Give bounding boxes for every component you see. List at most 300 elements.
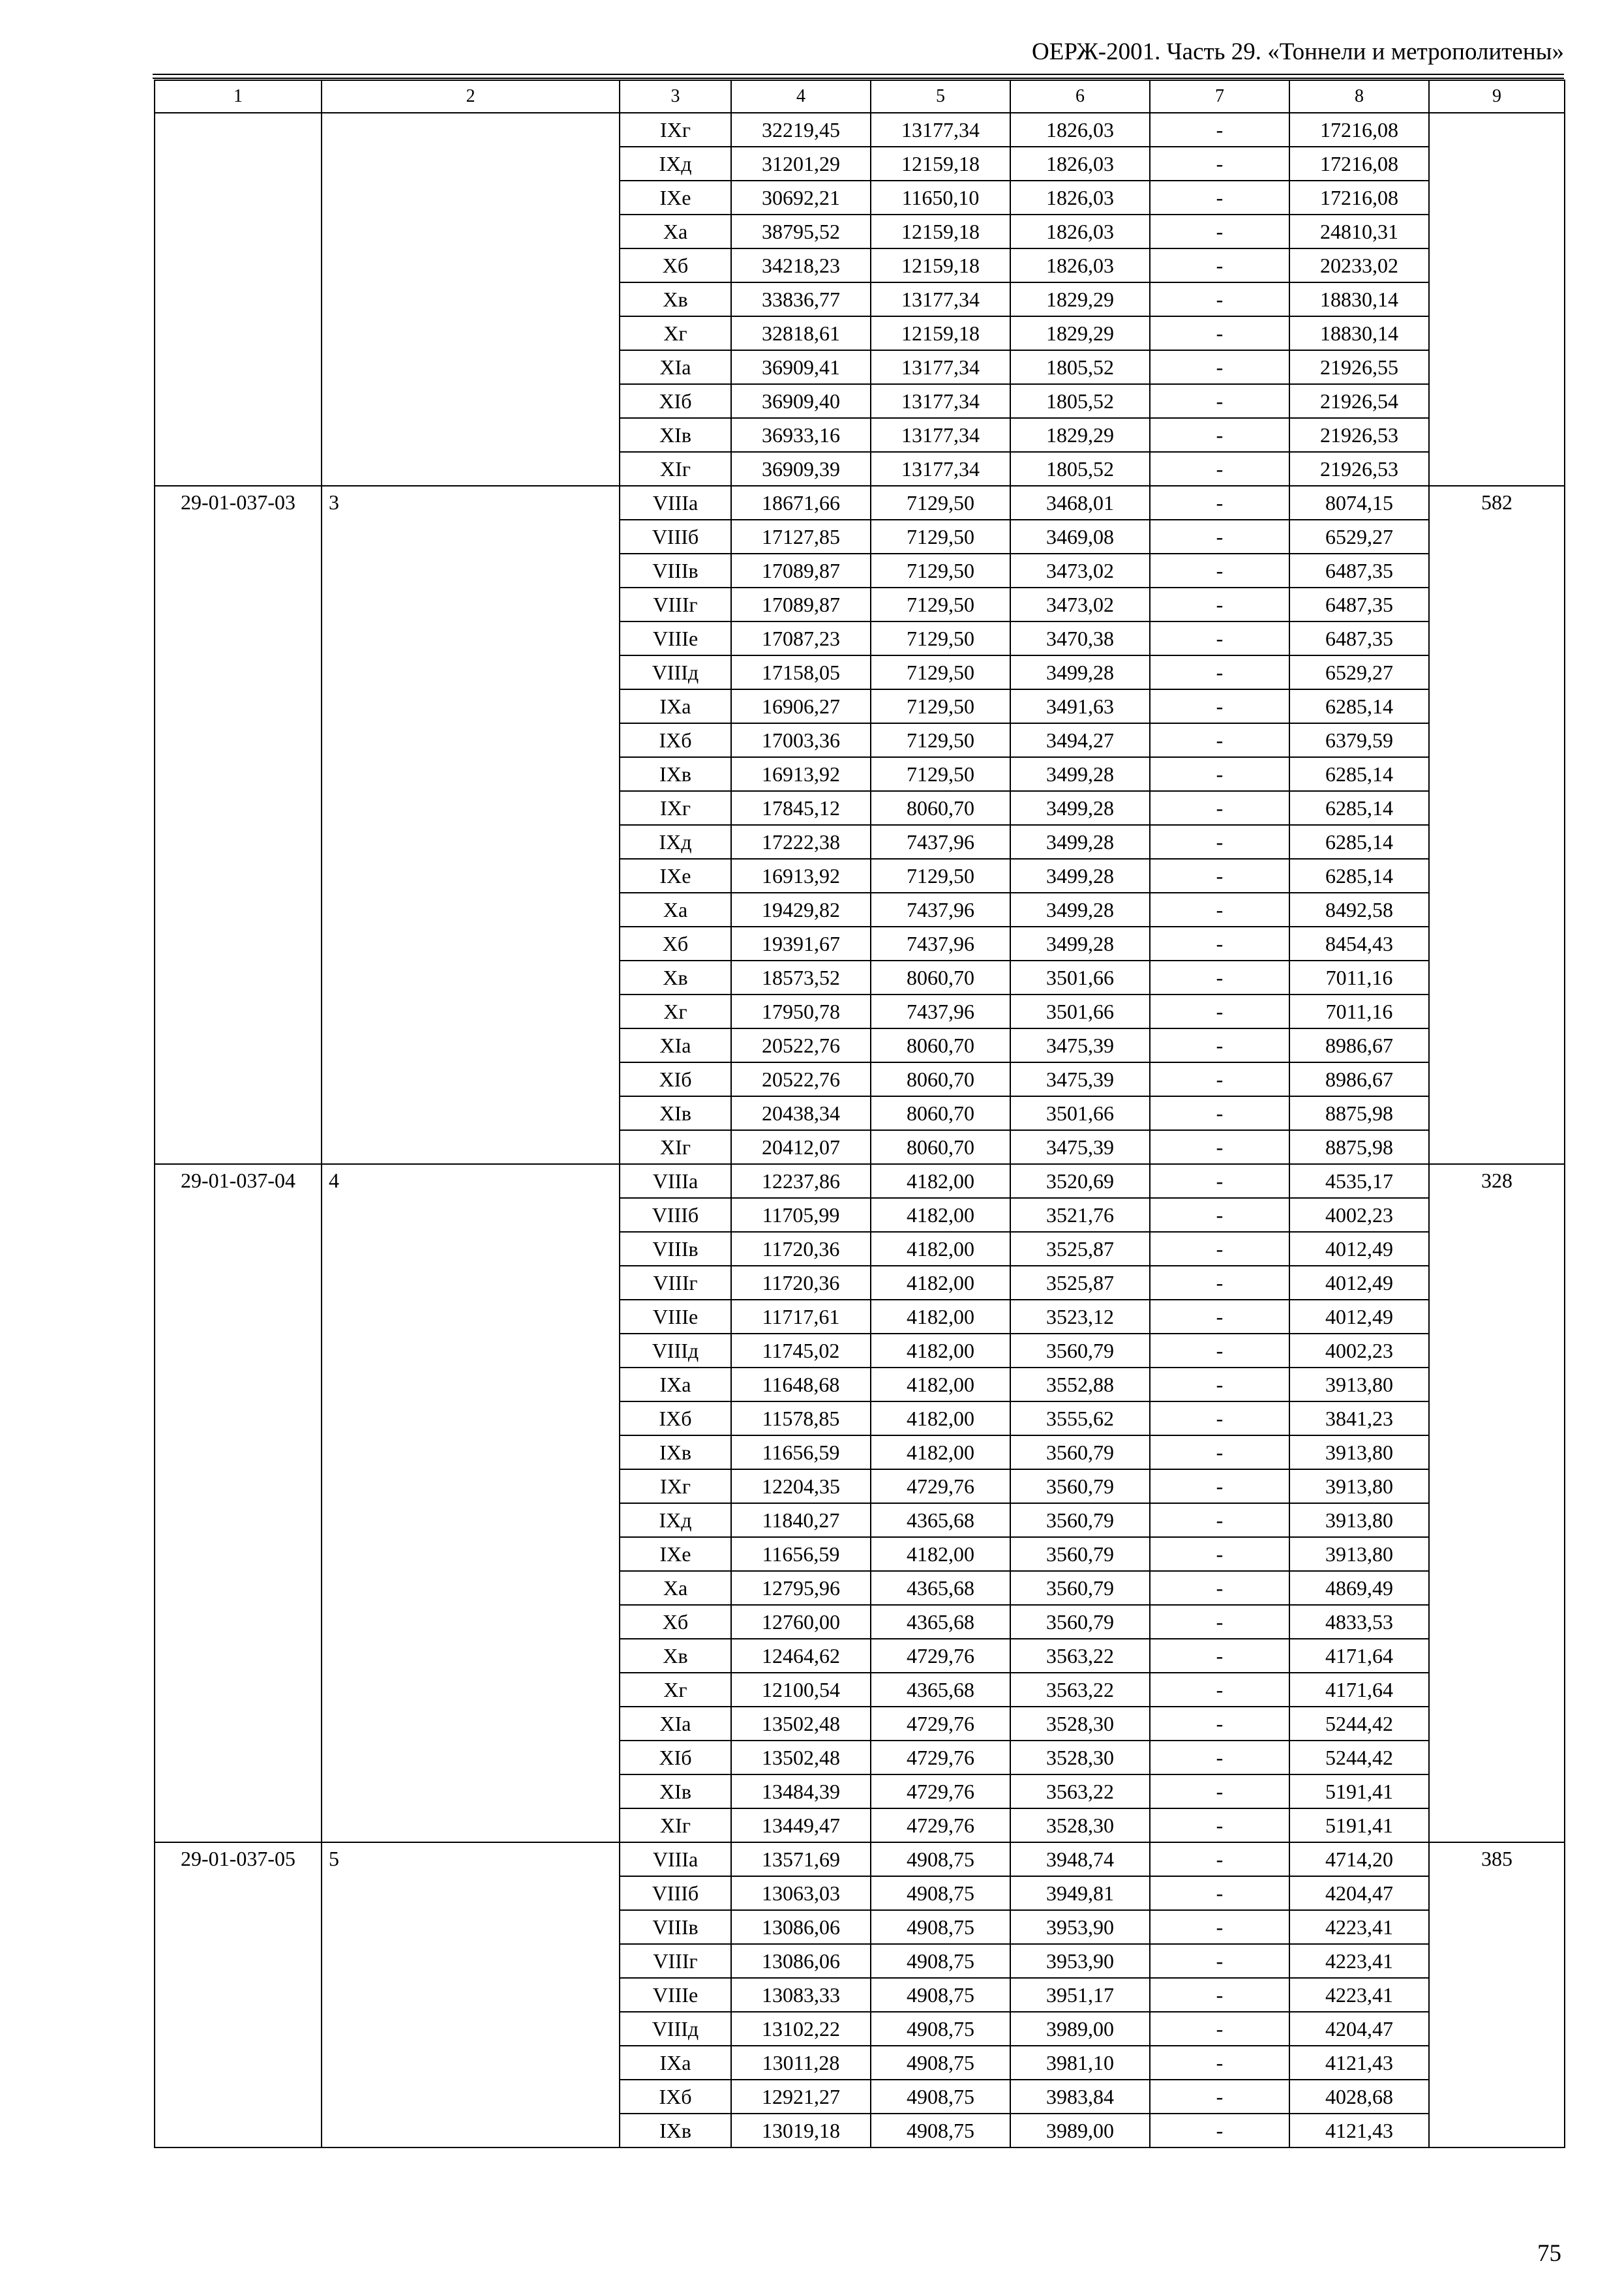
value-cell: 19429,82: [731, 893, 871, 927]
value-cell: -: [1150, 1334, 1289, 1368]
value-cell: 3528,30: [1010, 1707, 1150, 1741]
rate-code-cell: 29-01-037-05: [155, 1842, 322, 2147]
value-cell: 13063,03: [731, 1876, 871, 1910]
value-cell: 4365,68: [871, 1605, 1010, 1639]
value-cell: -: [1150, 486, 1289, 520]
value-cell: 4908,75: [871, 1876, 1010, 1910]
header-rule: [153, 74, 1564, 75]
category-cell: Xб: [620, 927, 731, 961]
category-cell: Xб: [620, 1605, 731, 1639]
value-cell: 6379,59: [1289, 723, 1429, 757]
value-cell: 17216,08: [1289, 181, 1429, 215]
value-cell: 3491,63: [1010, 689, 1150, 723]
value-cell: 21926,55: [1289, 350, 1429, 384]
table-row: [155, 1164, 1565, 1198]
value-cell: -: [1150, 825, 1289, 859]
value-cell: 4182,00: [871, 1300, 1010, 1334]
category-cell: VIIIe: [620, 1300, 731, 1334]
value-cell: 18573,52: [731, 961, 871, 995]
category-cell: XIa: [620, 1707, 731, 1741]
value-cell: 4729,76: [871, 1707, 1010, 1741]
value-cell: 3470,38: [1010, 621, 1150, 655]
value-cell: -: [1150, 1266, 1289, 1300]
value-cell: 1805,52: [1010, 350, 1150, 384]
value-cell: 1826,03: [1010, 215, 1150, 248]
value-cell: 13571,69: [731, 1842, 871, 1876]
value-cell: 4729,76: [871, 1774, 1010, 1808]
value-cell: 11648,68: [731, 1368, 871, 1401]
value-cell: 3499,28: [1010, 655, 1150, 689]
rate-name-cell: 4: [322, 1164, 620, 1842]
category-cell: IXв: [620, 1435, 731, 1469]
rates-table: [154, 80, 1565, 2148]
category-cell: Xв: [620, 961, 731, 995]
value-cell: 20438,34: [731, 1096, 871, 1130]
value-cell: 13086,06: [731, 1944, 871, 1978]
column-number: 7: [1150, 80, 1289, 113]
value-cell: -: [1150, 791, 1289, 825]
table-row: [155, 113, 1565, 147]
value-cell: 12159,18: [871, 215, 1010, 248]
value-cell: 4365,68: [871, 1571, 1010, 1605]
value-cell: 3949,81: [1010, 1876, 1150, 1910]
value-cell: 3475,39: [1010, 1062, 1150, 1096]
value-cell: -: [1150, 147, 1289, 181]
value-cell: 4729,76: [871, 1741, 1010, 1774]
value-cell: -: [1150, 1605, 1289, 1639]
category-cell: IXa: [620, 1368, 731, 1401]
value-cell: 4223,41: [1289, 1978, 1429, 2012]
value-cell: 3948,74: [1010, 1842, 1150, 1876]
value-cell: 13484,39: [731, 1774, 871, 1808]
value-cell: 3501,66: [1010, 961, 1150, 995]
category-cell: IXб: [620, 723, 731, 757]
value-cell: 4365,68: [871, 1673, 1010, 1707]
value-cell: 17950,78: [731, 995, 871, 1028]
category-cell: XIa: [620, 350, 731, 384]
value-cell: 8060,70: [871, 961, 1010, 995]
value-cell: 4204,47: [1289, 2012, 1429, 2046]
value-cell: 8875,98: [1289, 1096, 1429, 1130]
category-cell: VIIIa: [620, 1164, 731, 1198]
value-cell: 3473,02: [1010, 588, 1150, 621]
value-cell: 32818,61: [731, 316, 871, 350]
category-cell: Xг: [620, 1673, 731, 1707]
value-cell: 6285,14: [1289, 689, 1429, 723]
value-cell: 8074,15: [1289, 486, 1429, 520]
value-cell: 3468,01: [1010, 486, 1150, 520]
value-cell: 3989,00: [1010, 2114, 1150, 2147]
value-cell: 11717,61: [731, 1300, 871, 1334]
value-cell: -: [1150, 418, 1289, 452]
column-number: 9: [1429, 80, 1565, 113]
value-cell: 4182,00: [871, 1368, 1010, 1401]
value-cell: 4121,43: [1289, 2046, 1429, 2080]
value-cell: 13177,34: [871, 452, 1010, 486]
rate-code-cell: 29-01-037-03: [155, 486, 322, 1164]
value-cell: -: [1150, 1537, 1289, 1571]
category-cell: VIIIб: [620, 1198, 731, 1232]
value-cell: 4714,20: [1289, 1842, 1429, 1876]
value-cell: 20233,02: [1289, 248, 1429, 282]
value-cell: 7129,50: [871, 689, 1010, 723]
category-cell: VIIIд: [620, 2012, 731, 2046]
category-cell: XIб: [620, 384, 731, 418]
value-cell: -: [1150, 1842, 1289, 1876]
value-cell: 3499,28: [1010, 859, 1150, 893]
category-cell: IXб: [620, 1401, 731, 1435]
value-cell: -: [1150, 1808, 1289, 1842]
value-cell: 8875,98: [1289, 1130, 1429, 1164]
category-cell: XIг: [620, 1808, 731, 1842]
value-cell: 11656,59: [731, 1435, 871, 1469]
value-cell: 12760,00: [731, 1605, 871, 1639]
value-cell: 4182,00: [871, 1334, 1010, 1368]
value-cell: 3560,79: [1010, 1334, 1150, 1368]
value-cell: 1826,03: [1010, 248, 1150, 282]
value-cell: 36909,41: [731, 350, 871, 384]
value-cell: -: [1150, 588, 1289, 621]
value-cell: 3560,79: [1010, 1537, 1150, 1571]
value-cell: 3913,80: [1289, 1469, 1429, 1503]
value-cell: 3528,30: [1010, 1741, 1150, 1774]
value-cell: 13019,18: [731, 2114, 871, 2147]
category-cell: IXe: [620, 859, 731, 893]
value-cell: 30692,21: [731, 181, 871, 215]
value-cell: 3560,79: [1010, 1571, 1150, 1605]
category-cell: VIIIб: [620, 520, 731, 554]
value-cell: 12237,86: [731, 1164, 871, 1198]
value-cell: -: [1150, 1096, 1289, 1130]
value-cell: 3560,79: [1010, 1435, 1150, 1469]
value-cell: 11650,10: [871, 181, 1010, 215]
value-cell: -: [1150, 1469, 1289, 1503]
value-cell: -: [1150, 113, 1289, 147]
value-cell: 36933,16: [731, 418, 871, 452]
category-cell: IXг: [620, 791, 731, 825]
category-cell: Xa: [620, 215, 731, 248]
value-cell: 21926,53: [1289, 452, 1429, 486]
value-cell: 11705,99: [731, 1198, 871, 1232]
column-number: 8: [1289, 80, 1429, 113]
value-cell: 12159,18: [871, 316, 1010, 350]
value-cell: -: [1150, 384, 1289, 418]
value-cell: -: [1150, 350, 1289, 384]
category-cell: VIIIв: [620, 1910, 731, 1944]
value-cell: 3913,80: [1289, 1537, 1429, 1571]
value-cell: 21926,53: [1289, 418, 1429, 452]
category-cell: Xб: [620, 248, 731, 282]
value-cell: -: [1150, 1401, 1289, 1435]
value-cell: 12159,18: [871, 147, 1010, 181]
value-cell: 4223,41: [1289, 1944, 1429, 1978]
value-cell: 4182,00: [871, 1435, 1010, 1469]
value-cell: -: [1150, 1130, 1289, 1164]
rate-code-cell: [155, 113, 322, 486]
category-cell: Xг: [620, 316, 731, 350]
category-cell: IXe: [620, 1537, 731, 1571]
value-cell: 13502,48: [731, 1707, 871, 1741]
value-cell: -: [1150, 1910, 1289, 1944]
value-cell: 4223,41: [1289, 1910, 1429, 1944]
value-cell: 6285,14: [1289, 757, 1429, 791]
value-cell: 4182,00: [871, 1401, 1010, 1435]
value-cell: 5244,42: [1289, 1741, 1429, 1774]
category-cell: VIIIв: [620, 1232, 731, 1266]
value-cell: -: [1150, 2012, 1289, 2046]
category-cell: VIIIe: [620, 1978, 731, 2012]
value-cell: 4182,00: [871, 1198, 1010, 1232]
value-cell: 13502,48: [731, 1741, 871, 1774]
value-cell: 3913,80: [1289, 1368, 1429, 1401]
value-cell: 3525,87: [1010, 1266, 1150, 1300]
column-number: 6: [1010, 80, 1150, 113]
value-cell: 21926,54: [1289, 384, 1429, 418]
value-cell: -: [1150, 1503, 1289, 1537]
value-cell: -: [1150, 1368, 1289, 1401]
value-cell: -: [1150, 995, 1289, 1028]
value-cell: -: [1150, 1639, 1289, 1673]
column-number: 1: [155, 80, 322, 113]
category-cell: VIIIa: [620, 486, 731, 520]
value-cell: 3560,79: [1010, 1469, 1150, 1503]
column-9-cell: [1429, 113, 1565, 486]
value-cell: 7129,50: [871, 723, 1010, 757]
value-cell: 12100,54: [731, 1673, 871, 1707]
value-cell: 12464,62: [731, 1639, 871, 1673]
value-cell: 6285,14: [1289, 859, 1429, 893]
value-cell: -: [1150, 723, 1289, 757]
value-cell: -: [1150, 1062, 1289, 1096]
category-cell: IXб: [620, 2080, 731, 2114]
value-cell: 4182,00: [871, 1266, 1010, 1300]
column-number: 3: [620, 80, 731, 113]
value-cell: 11745,02: [731, 1334, 871, 1368]
value-cell: 4908,75: [871, 2114, 1010, 2147]
value-cell: 32219,45: [731, 113, 871, 147]
value-cell: 4182,00: [871, 1164, 1010, 1198]
value-cell: 4182,00: [871, 1537, 1010, 1571]
value-cell: -: [1150, 1028, 1289, 1062]
value-cell: -: [1150, 1707, 1289, 1741]
value-cell: 3989,00: [1010, 2012, 1150, 2046]
value-cell: 36909,39: [731, 452, 871, 486]
value-cell: 6285,14: [1289, 825, 1429, 859]
value-cell: 4182,00: [871, 1232, 1010, 1266]
value-cell: 20412,07: [731, 1130, 871, 1164]
rate-name-cell: 3: [322, 486, 620, 1164]
category-cell: XIв: [620, 1774, 731, 1808]
value-cell: 20522,76: [731, 1028, 871, 1062]
value-cell: -: [1150, 316, 1289, 350]
value-cell: 4833,53: [1289, 1605, 1429, 1639]
value-cell: -: [1150, 621, 1289, 655]
category-cell: Xг: [620, 995, 731, 1028]
value-cell: -: [1150, 1876, 1289, 1910]
value-cell: -: [1150, 961, 1289, 995]
value-cell: 17003,36: [731, 723, 871, 757]
value-cell: 3983,84: [1010, 2080, 1150, 2114]
value-cell: 7011,16: [1289, 995, 1429, 1028]
value-cell: 17216,08: [1289, 147, 1429, 181]
category-cell: IXд: [620, 1503, 731, 1537]
value-cell: 8454,43: [1289, 927, 1429, 961]
value-cell: -: [1150, 1164, 1289, 1198]
category-cell: XIб: [620, 1062, 731, 1096]
value-cell: 3473,02: [1010, 554, 1150, 588]
value-cell: 3841,23: [1289, 1401, 1429, 1435]
value-cell: 7129,50: [871, 486, 1010, 520]
value-cell: 7129,50: [871, 621, 1010, 655]
value-cell: 6487,35: [1289, 588, 1429, 621]
column-9-cell: 385: [1429, 1842, 1565, 2147]
category-cell: XIг: [620, 452, 731, 486]
value-cell: 18830,14: [1289, 316, 1429, 350]
value-cell: 3501,66: [1010, 1096, 1150, 1130]
value-cell: -: [1150, 248, 1289, 282]
value-cell: 8060,70: [871, 1096, 1010, 1130]
value-cell: -: [1150, 1944, 1289, 1978]
value-cell: -: [1150, 1198, 1289, 1232]
column-number: 5: [871, 80, 1010, 113]
value-cell: -: [1150, 655, 1289, 689]
value-cell: 17222,38: [731, 825, 871, 859]
value-cell: 13177,34: [871, 384, 1010, 418]
value-cell: 17127,85: [731, 520, 871, 554]
value-cell: 7129,50: [871, 859, 1010, 893]
value-cell: 7437,96: [871, 927, 1010, 961]
value-cell: 4121,43: [1289, 2114, 1429, 2147]
value-cell: 8986,67: [1289, 1062, 1429, 1096]
value-cell: 3913,80: [1289, 1435, 1429, 1469]
rate-code-cell: 29-01-037-04: [155, 1164, 322, 1842]
table-row: [155, 1842, 1565, 1876]
value-cell: 3953,90: [1010, 1944, 1150, 1978]
category-cell: VIIIe: [620, 621, 731, 655]
value-cell: 38795,52: [731, 215, 871, 248]
value-cell: 13449,47: [731, 1808, 871, 1842]
value-cell: 8492,58: [1289, 893, 1429, 927]
value-cell: 16906,27: [731, 689, 871, 723]
category-cell: VIIIб: [620, 1876, 731, 1910]
category-cell: VIIIг: [620, 1266, 731, 1300]
value-cell: 3521,76: [1010, 1198, 1150, 1232]
value-cell: -: [1150, 1435, 1289, 1469]
value-cell: 11720,36: [731, 1266, 871, 1300]
value-cell: 3520,69: [1010, 1164, 1150, 1198]
value-cell: 17158,05: [731, 655, 871, 689]
value-cell: 17845,12: [731, 791, 871, 825]
value-cell: 12921,27: [731, 2080, 871, 2114]
value-cell: -: [1150, 859, 1289, 893]
value-cell: 3475,39: [1010, 1028, 1150, 1062]
table-body: [155, 80, 1565, 2147]
value-cell: 13177,34: [871, 418, 1010, 452]
column-number: 2: [322, 80, 620, 113]
value-cell: 1829,29: [1010, 282, 1150, 316]
value-cell: 8986,67: [1289, 1028, 1429, 1062]
value-cell: 31201,29: [731, 147, 871, 181]
value-cell: 18830,14: [1289, 282, 1429, 316]
value-cell: 1826,03: [1010, 147, 1150, 181]
value-cell: -: [1150, 1673, 1289, 1707]
value-cell: 19391,67: [731, 927, 871, 961]
value-cell: 3499,28: [1010, 757, 1150, 791]
value-cell: 6487,35: [1289, 621, 1429, 655]
value-cell: 1805,52: [1010, 384, 1150, 418]
value-cell: 7129,50: [871, 520, 1010, 554]
value-cell: 3523,12: [1010, 1300, 1150, 1334]
value-cell: 3499,28: [1010, 825, 1150, 859]
table-row: [155, 486, 1565, 520]
value-cell: 13011,28: [731, 2046, 871, 2080]
value-cell: 7129,50: [871, 757, 1010, 791]
value-cell: 4908,75: [871, 2046, 1010, 2080]
value-cell: 13177,34: [871, 350, 1010, 384]
value-cell: -: [1150, 2046, 1289, 2080]
value-cell: 6487,35: [1289, 554, 1429, 588]
value-cell: 6529,27: [1289, 655, 1429, 689]
page-number: 75: [1537, 2240, 1561, 2267]
value-cell: 4729,76: [871, 1639, 1010, 1673]
value-cell: 3563,22: [1010, 1639, 1150, 1673]
value-cell: 3981,10: [1010, 2046, 1150, 2080]
category-cell: Xa: [620, 893, 731, 927]
value-cell: 13177,34: [871, 282, 1010, 316]
category-cell: VIIIa: [620, 1842, 731, 1876]
value-cell: 17089,87: [731, 588, 871, 621]
value-cell: 12795,96: [731, 1571, 871, 1605]
value-cell: 18671,66: [731, 486, 871, 520]
value-cell: 1805,52: [1010, 452, 1150, 486]
value-cell: 7437,96: [871, 825, 1010, 859]
category-cell: Xв: [620, 282, 731, 316]
category-cell: IXг: [620, 1469, 731, 1503]
value-cell: 3499,28: [1010, 791, 1150, 825]
value-cell: 13083,33: [731, 1978, 871, 2012]
value-cell: 17087,23: [731, 621, 871, 655]
value-cell: 12159,18: [871, 248, 1010, 282]
category-cell: VIIIг: [620, 588, 731, 621]
value-cell: 16913,92: [731, 859, 871, 893]
value-cell: -: [1150, 452, 1289, 486]
value-cell: 7129,50: [871, 554, 1010, 588]
value-cell: 8060,70: [871, 1062, 1010, 1096]
value-cell: 7129,50: [871, 588, 1010, 621]
category-cell: Xa: [620, 1571, 731, 1605]
value-cell: 13086,06: [731, 1910, 871, 1944]
value-cell: 3560,79: [1010, 1503, 1150, 1537]
value-cell: -: [1150, 689, 1289, 723]
value-cell: -: [1150, 1232, 1289, 1266]
value-cell: -: [1150, 554, 1289, 588]
page-header-title: ОЕРЖ-2001. Часть 29. «Тоннели и метрополитены»: [1032, 38, 1564, 65]
value-cell: 11720,36: [731, 1232, 871, 1266]
rate-name-cell: 5: [322, 1842, 620, 2147]
value-cell: 11656,59: [731, 1537, 871, 1571]
value-cell: -: [1150, 181, 1289, 215]
value-cell: 4908,75: [871, 1842, 1010, 1876]
value-cell: 4012,49: [1289, 1266, 1429, 1300]
category-cell: XIв: [620, 418, 731, 452]
value-cell: 4908,75: [871, 2012, 1010, 2046]
value-cell: 4535,17: [1289, 1164, 1429, 1198]
value-cell: -: [1150, 215, 1289, 248]
value-cell: 4729,76: [871, 1469, 1010, 1503]
value-cell: 3494,27: [1010, 723, 1150, 757]
value-cell: 24810,31: [1289, 215, 1429, 248]
value-cell: 1829,29: [1010, 316, 1150, 350]
